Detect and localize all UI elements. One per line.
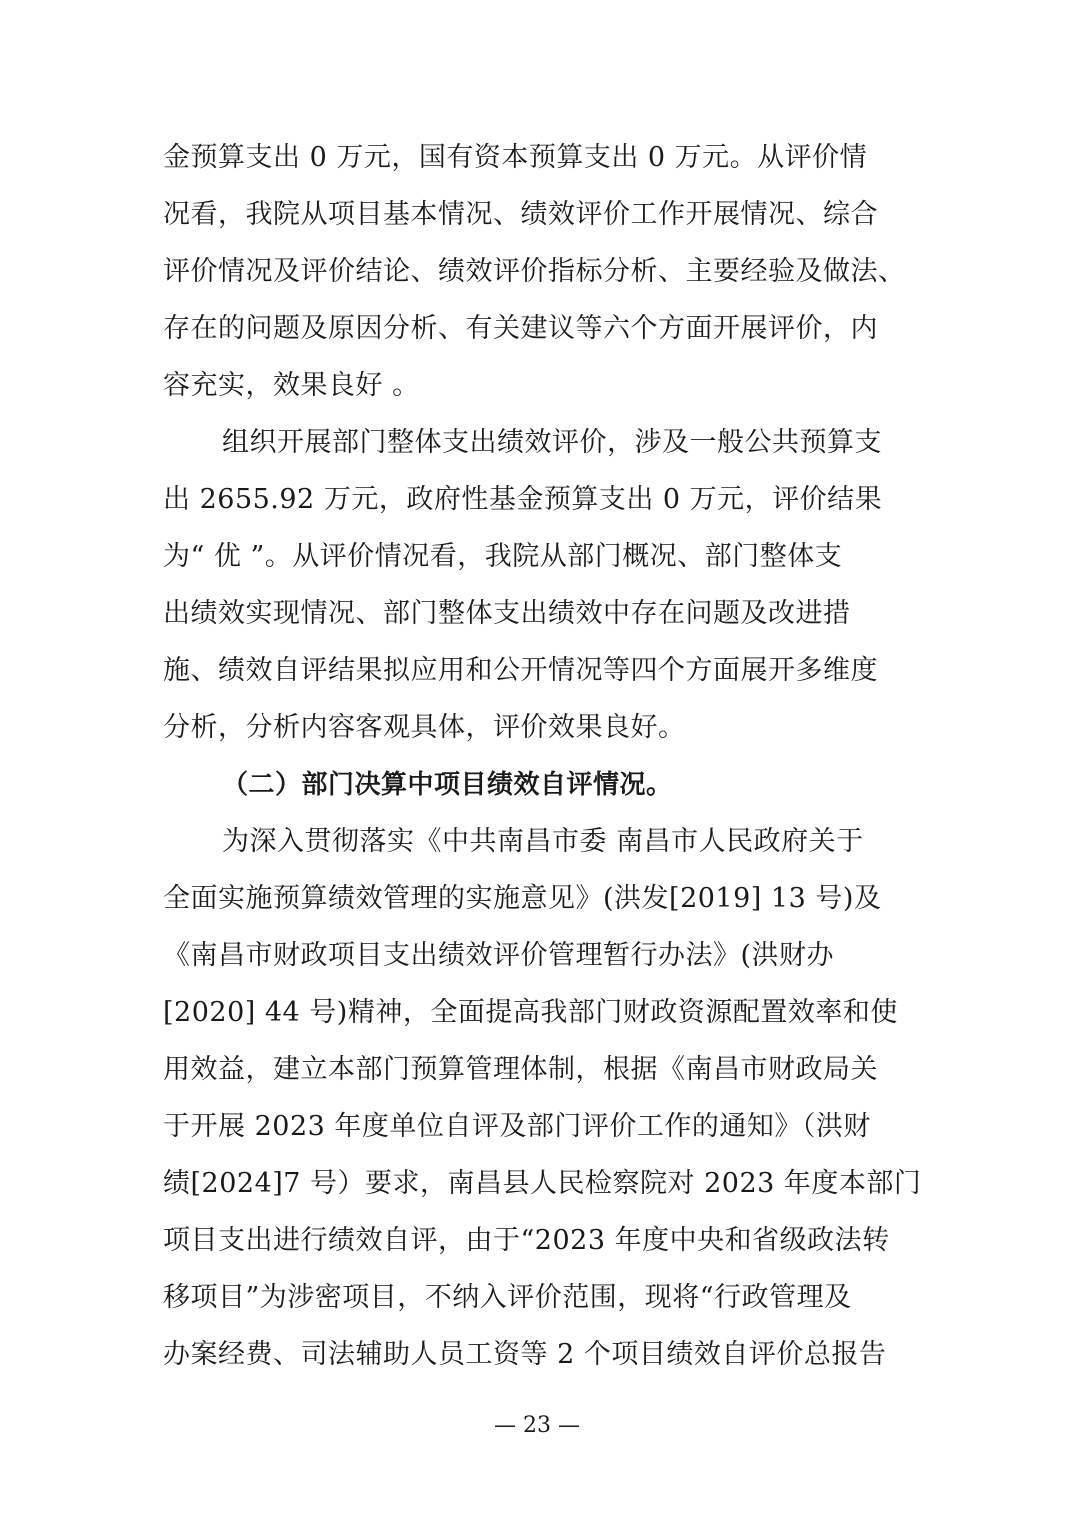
section-heading: （二）部门决算中项目绩效自评情况。 <box>222 770 673 800</box>
text-line: 为“ 优 ”。从评价情况看，我院从部门概况、部门整体支 <box>163 541 843 572</box>
text-line: 移项目”为涉密项目，不纳入评价范围，现将“行政管理及 <box>163 1282 852 1313</box>
text-line: 出 2655.92 万元，政府性基金预算支出 0 万元，评价结果 <box>163 484 883 515</box>
text-line: 办案经费、司法辅助人员工资等 2 个项目绩效自评价总报告 <box>163 1339 887 1370</box>
paragraph-first-line: 组织开展部门整体支出绩效评价，涉及一般公共预算支 <box>222 427 882 458</box>
text-line: 施、绩效自评结果拟应用和公开情况等四个方面展开多维度 <box>163 655 878 686</box>
text-line: 分析，分析内容客观具体，评价效果良好。 <box>163 712 686 743</box>
text-line: 于开展 2023 年度单位自评及部门评价工作的通知》（洪财 <box>163 1111 871 1142</box>
text-line: 用效益，建立本部门预算管理体制，根据《南昌市财政局关 <box>163 1054 878 1085</box>
text-line: 项目支出进行绩效自评，由于“2023 年度中央和省级政法转 <box>163 1225 890 1256</box>
paragraph-first-line: 为深入贯彻落实《中共南昌市委 南昌市人民政府关于 <box>222 826 864 857</box>
text-line: 存在的问题及原因分析、有关建议等六个方面开展评价，内 <box>163 313 878 344</box>
page-number: — 23 — <box>494 1413 580 1438</box>
text-line: 出绩效实现情况、部门整体支出绩效中存在问题及改进措 <box>163 598 851 629</box>
text-line: 全面实施预算绩效管理的实施意见》(洪发[2019] 13 号)及 <box>163 883 882 914</box>
text-line: 金预算支出 0 万元，国有资本预算支出 0 万元。从评价情 <box>163 142 868 173</box>
text-line: 况看，我院从项目基本情况、绩效评价工作开展情况、综合 <box>163 199 878 230</box>
text-line: 《南昌市财政项目支出绩效评价管理暂行办法》(洪财办 <box>163 940 835 971</box>
text-line: [2020] 44 号)精神，全面提高我部门财政资源配置效率和使 <box>163 997 898 1028</box>
text-line: 容充实，效果良好 。 <box>163 370 420 401</box>
text-line: 评价情况及评价结论、绩效评价指标分析、主要经验及做法、 <box>163 256 906 287</box>
text-line: 绩[2024]7 号）要求，南昌县人民检察院对 2023 年度本部门 <box>163 1168 922 1199</box>
